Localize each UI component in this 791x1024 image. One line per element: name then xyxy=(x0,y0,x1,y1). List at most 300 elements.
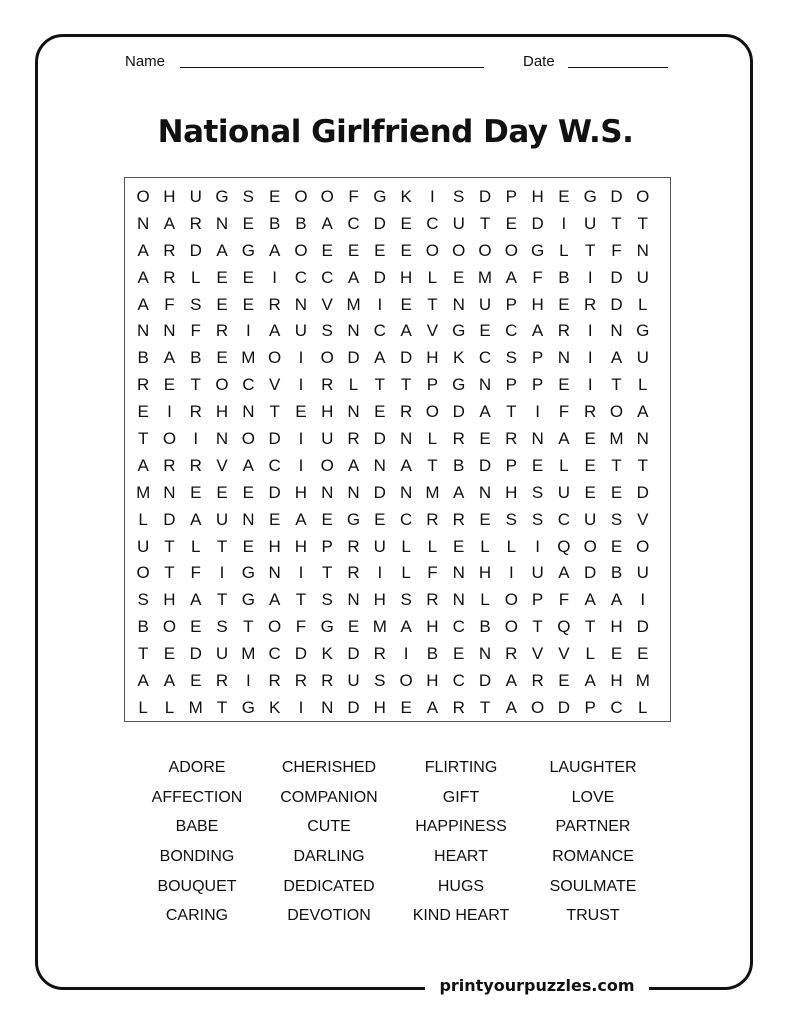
grid-letter: U xyxy=(636,563,649,583)
grid-letter: O xyxy=(478,240,492,260)
word-list-item: ROMANCE xyxy=(552,848,634,866)
word-list-item: TRUST xyxy=(566,907,620,925)
grid-letter: A xyxy=(505,671,517,691)
grid-letter: G xyxy=(636,321,650,341)
grid-letter: F xyxy=(611,240,622,260)
grid-letter: O xyxy=(320,455,334,475)
grid-letter: L xyxy=(480,536,490,556)
word-list-item: CARING xyxy=(165,907,229,925)
grid-letter: T xyxy=(216,590,228,610)
grid-letter: A xyxy=(610,590,623,610)
grid-letter: R xyxy=(321,375,334,395)
grid-letter: U xyxy=(321,429,334,449)
grid-letter: I xyxy=(272,267,277,287)
grid-letter: E xyxy=(584,455,596,475)
word-list-item: BONDING xyxy=(159,848,235,866)
footer-line-right xyxy=(650,987,687,990)
grid-letter: U xyxy=(531,563,544,583)
grid-letter: O xyxy=(320,348,334,368)
word-list-item: FLIRTING xyxy=(424,759,498,776)
grid-letter: A xyxy=(426,697,439,717)
grid-letter: U xyxy=(584,213,597,233)
grid-letter: I xyxy=(561,213,567,233)
grid-letter: A xyxy=(190,509,202,529)
grid-letter: O xyxy=(136,187,150,206)
grid-letter: B xyxy=(426,644,439,664)
grid-letter: H xyxy=(294,536,308,556)
grid-letter: A xyxy=(137,267,149,287)
grid-letter: D xyxy=(189,644,202,664)
grid-letter: D xyxy=(373,213,386,233)
grid-letter: K xyxy=(321,644,333,664)
grid-letter: N xyxy=(242,402,255,422)
grid-letter: I xyxy=(298,375,304,395)
grid-letter: M xyxy=(425,482,440,502)
grid-letter: E xyxy=(242,213,254,233)
grid-letter: N xyxy=(478,644,492,664)
grid-letter: T xyxy=(374,375,386,395)
grid-letter: U xyxy=(636,267,649,287)
grid-letter: H xyxy=(163,187,176,206)
grid-letter: L xyxy=(138,697,148,717)
grid-letter: E xyxy=(163,375,176,395)
grid-letter: H xyxy=(505,482,518,502)
grid-letter: N xyxy=(478,482,492,502)
grid-letter: T xyxy=(137,644,149,664)
grid-letter: O xyxy=(399,671,413,691)
grid-letter: O xyxy=(294,240,308,260)
grid-letter: A xyxy=(637,402,649,422)
grid-letter: N xyxy=(215,429,229,449)
grid-letter: R xyxy=(399,402,413,422)
grid-letter: C xyxy=(557,509,571,529)
grid-letter: E xyxy=(216,348,228,368)
word-list-item: BABE xyxy=(175,818,219,836)
grid-letter: D xyxy=(636,482,649,502)
grid-letter: T xyxy=(322,563,333,583)
grid-letter: N xyxy=(215,213,229,233)
grid-letter: N xyxy=(399,429,413,449)
grid-letter: E xyxy=(531,455,544,475)
grid-letter: O xyxy=(294,187,308,206)
grid-letter: M xyxy=(241,348,256,368)
page-title: National Girlfriend Day W.S. xyxy=(157,114,634,150)
grid-letter: O xyxy=(504,590,518,610)
grid-letter: C xyxy=(321,267,334,287)
grid-letter: D xyxy=(557,697,571,717)
grid-letter: H xyxy=(399,267,413,287)
grid-letter: I xyxy=(587,375,593,395)
grid-letter: H xyxy=(215,402,229,422)
grid-letter: H xyxy=(268,536,281,556)
grid-letter: Q xyxy=(557,536,571,556)
grid-letter: U xyxy=(137,536,150,556)
grid-letter: A xyxy=(268,240,281,260)
grid-letter: E xyxy=(190,671,202,691)
grid-letter: D xyxy=(347,644,360,664)
grid-letter: E xyxy=(163,644,176,664)
grid-letter: N xyxy=(399,482,413,502)
grid-letter: L xyxy=(480,590,490,610)
grid-letter: R xyxy=(426,590,439,610)
grid-letter: D xyxy=(636,617,649,637)
grid-letter: T xyxy=(611,213,622,233)
grid-letter: H xyxy=(294,482,308,502)
grid-letter: F xyxy=(348,187,359,206)
grid-letter: R xyxy=(294,671,308,691)
grid-letter: E xyxy=(558,294,570,314)
grid-letter: N xyxy=(347,321,360,341)
grid-letter: V xyxy=(426,321,439,341)
grid-letter: A xyxy=(137,240,149,260)
grid-letter: O xyxy=(162,617,177,637)
grid-letter: S xyxy=(453,187,465,206)
grid-letter: R xyxy=(347,536,360,556)
grid-letter: H xyxy=(426,617,439,637)
grid-letter: U xyxy=(347,671,360,691)
grid-letter: V xyxy=(531,644,544,664)
footer-site: printyourpuzzles.com xyxy=(425,976,649,995)
grid-letter: E xyxy=(374,402,386,422)
grid-letter: O xyxy=(530,697,545,717)
grid-letter: U xyxy=(215,509,229,529)
grid-letter: N xyxy=(531,429,544,449)
word-list-item: DEDICATED xyxy=(283,877,375,895)
grid-letter: O xyxy=(425,240,440,260)
grid-letter: V xyxy=(268,375,281,395)
grid-letter: R xyxy=(531,671,544,691)
grid-letter: E xyxy=(610,644,623,664)
grid-letter: E xyxy=(505,213,517,233)
grid-letter: I xyxy=(298,348,304,368)
grid-letter: I xyxy=(430,187,435,206)
grid-letter: T xyxy=(164,536,175,556)
grid-letter: R xyxy=(557,321,571,341)
grid-letter: A xyxy=(295,509,307,529)
grid-letter: O xyxy=(504,240,518,260)
grid-letter: L xyxy=(427,267,438,287)
grid-letter: D xyxy=(478,671,492,691)
grid-letter: E xyxy=(242,294,254,314)
grid-letter: N xyxy=(347,402,360,422)
grid-letter: L xyxy=(427,429,438,449)
grid-letter: E xyxy=(190,482,202,502)
grid-letter: L xyxy=(348,375,359,395)
grid-letter: T xyxy=(479,213,491,233)
grid-letter: U xyxy=(373,536,386,556)
grid-letter: L xyxy=(164,697,175,717)
word-list-item: KIND HEART xyxy=(412,907,510,925)
word-list-item: BOUQUET xyxy=(157,877,237,895)
grid-letter: A xyxy=(347,455,360,475)
grid-letter: A xyxy=(374,348,386,368)
grid-letter: E xyxy=(242,536,254,556)
word-list-item: COMPANION xyxy=(280,788,378,806)
grid-letter: A xyxy=(610,348,623,368)
grid-letter: T xyxy=(611,375,622,395)
grid-letter: I xyxy=(535,402,540,422)
grid-letter: A xyxy=(453,482,465,502)
grid-letter: I xyxy=(298,455,304,475)
grid-letter: A xyxy=(137,671,149,691)
word-list-item: ADORE xyxy=(168,759,226,776)
grid-letter: H xyxy=(426,671,439,691)
grid-letter: D xyxy=(478,187,492,206)
grid-letter: S xyxy=(190,294,202,314)
grid-letter: I xyxy=(640,590,646,610)
word-list-item: CUTE xyxy=(307,818,351,836)
grid-letter: K xyxy=(400,187,412,206)
grid-letter: D xyxy=(452,402,465,422)
grid-letter: E xyxy=(216,267,228,287)
grid-letter: T xyxy=(506,402,517,422)
grid-letter: O xyxy=(609,402,624,422)
grid-letter: S xyxy=(321,590,333,610)
grid-letter: R xyxy=(505,644,518,664)
grid-letter: A xyxy=(558,429,570,449)
grid-letter: A xyxy=(137,294,149,314)
grid-letter: N xyxy=(636,429,649,449)
grid-letter: U xyxy=(189,187,202,206)
grid-letter: U xyxy=(636,348,649,368)
grid-letter: T xyxy=(216,536,228,556)
grid-letter: P xyxy=(505,187,517,206)
grid-letter: G xyxy=(373,187,387,206)
grid-letter: R xyxy=(505,429,518,449)
grid-letter: N xyxy=(137,213,150,233)
grid-letter: R xyxy=(373,644,386,664)
grid-letter: F xyxy=(532,267,543,287)
date-line xyxy=(568,67,668,68)
grid-letter: H xyxy=(163,590,176,610)
word-list-item: HUGS xyxy=(437,877,485,895)
grid-letter: B xyxy=(295,213,307,233)
grid-letter: B xyxy=(268,213,281,233)
grid-letter: D xyxy=(584,563,597,583)
grid-letter: T xyxy=(216,697,228,717)
grid-letter: N xyxy=(347,482,360,502)
grid-letter: I xyxy=(587,348,593,368)
grid-letter: O xyxy=(241,429,255,449)
grid-letter: T xyxy=(295,590,307,610)
grid-letter: T xyxy=(585,617,596,637)
grid-letter: O xyxy=(636,187,650,206)
grid-letter: T xyxy=(243,617,254,637)
grid-letter: C xyxy=(452,617,465,637)
grid-letter: E xyxy=(400,697,412,717)
grid-letter: P xyxy=(426,375,439,395)
grid-letter: E xyxy=(190,617,202,637)
grid-letter: A xyxy=(400,455,412,475)
grid-letter: C xyxy=(373,321,386,341)
grid-letter: F xyxy=(295,617,307,637)
grid-letter: R xyxy=(584,402,597,422)
grid-letter: D xyxy=(610,187,623,206)
grid-letter: L xyxy=(638,294,648,314)
grid-letter: R xyxy=(215,321,229,341)
grid-letter: E xyxy=(268,509,281,529)
grid-letter: G xyxy=(452,321,466,341)
grid-letter: F xyxy=(190,321,201,341)
grid-letter: S xyxy=(137,590,149,610)
grid-letter: L xyxy=(401,536,411,556)
grid-letter: T xyxy=(611,455,622,475)
grid-letter: T xyxy=(479,697,491,717)
grid-letter: T xyxy=(585,240,596,260)
grid-letter: B xyxy=(610,563,623,583)
word-list-item: DARLING xyxy=(293,848,365,866)
grid-letter: N xyxy=(373,455,386,475)
grid-letter: D xyxy=(347,697,360,717)
grid-letter: U xyxy=(557,482,571,502)
grid-letter: N xyxy=(294,294,308,314)
word-list-item: PARTNER xyxy=(555,818,631,836)
grid-letter: A xyxy=(268,590,281,610)
grid-letter: H xyxy=(426,348,439,368)
grid-letter: S xyxy=(374,671,386,691)
grid-letter: A xyxy=(268,321,281,341)
grid-letter: T xyxy=(637,213,648,233)
grid-letter: H xyxy=(531,187,544,206)
grid-letter: O xyxy=(162,429,177,449)
grid-letter: F xyxy=(164,294,175,314)
grid-letter: R xyxy=(268,671,281,691)
grid-letter: H xyxy=(610,617,623,637)
grid-letter: S xyxy=(505,348,517,368)
grid-letter: O xyxy=(215,375,229,395)
grid-letter: D xyxy=(347,348,360,368)
grid-letter: B xyxy=(137,348,149,368)
grid-letter: A xyxy=(400,617,412,637)
grid-letter: G xyxy=(241,240,255,260)
grid-letter: T xyxy=(427,455,438,475)
grid-letter: I xyxy=(245,671,251,691)
grid-letter: T xyxy=(532,617,543,637)
grid-letter: N xyxy=(478,375,492,395)
grid-letter: G xyxy=(530,240,545,260)
grid-letter: U xyxy=(452,213,465,233)
grid-letter: R xyxy=(268,294,281,314)
grid-letter: A xyxy=(584,590,596,610)
grid-letter: E xyxy=(479,509,491,529)
grid-letter: U xyxy=(478,294,492,314)
grid-letter: A xyxy=(163,348,176,368)
grid-letter: A xyxy=(505,267,517,287)
grid-letter: S xyxy=(242,187,254,206)
grid-letter: O xyxy=(583,536,597,556)
grid-letter: S xyxy=(505,509,517,529)
grid-letter: C xyxy=(242,375,255,395)
grid-letter: G xyxy=(583,187,597,206)
grid-letter: A xyxy=(347,267,360,287)
grid-letter: E xyxy=(216,294,228,314)
grid-letter: L xyxy=(191,267,201,287)
grid-letter: S xyxy=(216,617,228,637)
grid-letter: I xyxy=(298,429,304,449)
name-label: Name xyxy=(125,53,166,70)
grid-letter: D xyxy=(373,482,386,502)
grid-letter: R xyxy=(163,240,176,260)
grid-letter: R xyxy=(452,429,465,449)
grid-letter: C xyxy=(452,671,465,691)
grid-letter: C xyxy=(268,644,281,664)
grid-letter: E xyxy=(610,482,623,502)
grid-letter: I xyxy=(219,563,225,583)
grid-letter: H xyxy=(531,294,544,314)
grid-letter: N xyxy=(242,509,255,529)
grid-letter: M xyxy=(241,644,256,664)
grid-letter: O xyxy=(636,536,650,556)
grid-letter: L xyxy=(585,644,595,664)
grid-letter: I xyxy=(535,536,540,556)
grid-letter: G xyxy=(241,590,255,610)
grid-letter: M xyxy=(188,697,203,717)
grid-letter: G xyxy=(215,187,229,206)
name-line xyxy=(180,67,484,68)
grid-letter: I xyxy=(377,563,383,583)
grid-letter: L xyxy=(559,455,569,475)
grid-letter: P xyxy=(531,375,544,395)
grid-letter: R xyxy=(584,294,597,314)
grid-letter: D xyxy=(610,294,623,314)
grid-letter: K xyxy=(453,348,465,368)
grid-letter: A xyxy=(216,240,228,260)
grid-letter: U xyxy=(584,509,597,529)
grid-letter: E xyxy=(347,240,360,260)
grid-letter: E xyxy=(584,429,596,449)
word-list-item: SOULMATE xyxy=(549,877,637,895)
grid-letter: E xyxy=(558,187,570,206)
grid-letter: A xyxy=(163,213,176,233)
grid-letter: I xyxy=(508,563,514,583)
grid-letter: G xyxy=(241,563,255,583)
grid-letter: A xyxy=(321,213,333,233)
word-list-item: HAPPINESS xyxy=(415,818,507,836)
grid-letter: M xyxy=(635,671,650,691)
grid-letter: G xyxy=(241,697,255,717)
grid-letter: L xyxy=(638,697,648,717)
word-list-item: LOVE xyxy=(571,788,615,806)
grid-letter: A xyxy=(584,671,596,691)
grid-letter: A xyxy=(479,402,491,422)
grid-letter: V xyxy=(558,644,570,664)
grid-letter: G xyxy=(452,375,466,395)
grid-letter: N xyxy=(636,240,649,260)
grid-letter: O xyxy=(504,617,518,637)
grid-letter: D xyxy=(531,213,544,233)
grid-letter: S xyxy=(531,482,544,502)
grid-letter: R xyxy=(347,429,360,449)
word-list-item: AFFECTION xyxy=(151,788,243,806)
date-label: Date xyxy=(523,53,555,70)
grid-letter: A xyxy=(531,321,544,341)
grid-letter: I xyxy=(193,429,199,449)
grid-letter: P xyxy=(584,697,596,717)
grid-letter: M xyxy=(477,267,493,287)
grid-letter: I xyxy=(167,402,172,422)
puzzle-grid xyxy=(130,184,656,722)
grid-letter: E xyxy=(137,402,149,422)
grid-letter: L xyxy=(401,563,411,583)
grid-letter: N xyxy=(610,321,623,341)
grid-letter: E xyxy=(242,482,254,502)
word-list-item: GIFT xyxy=(442,788,480,806)
grid-letter: M xyxy=(136,482,151,502)
grid-letter: E xyxy=(400,240,412,260)
grid-letter: D xyxy=(373,429,386,449)
grid-letter: P xyxy=(531,348,544,368)
grid-letter: O xyxy=(136,563,150,583)
